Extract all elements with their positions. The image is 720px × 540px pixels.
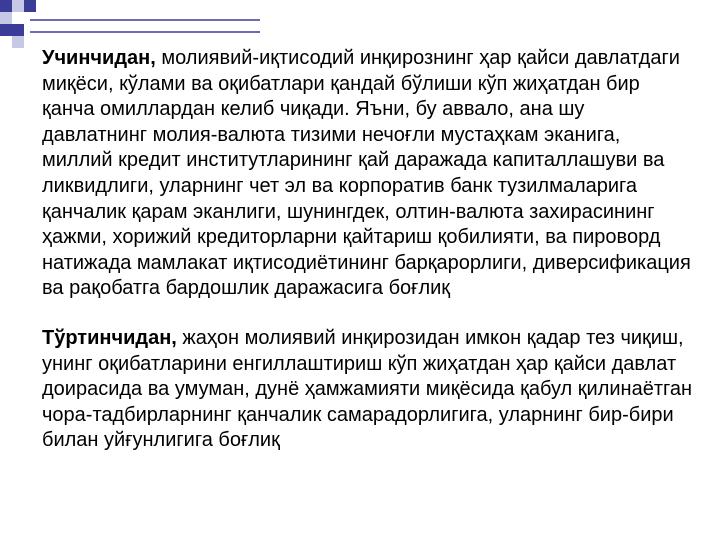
deco-square bbox=[0, 24, 12, 36]
paragraph-body: жаҳон молиявий инқирозидан имкон қадар тез чиқиш, унинг оқибатларини енгиллаштириш кўп жиҳатдан ҳар қайси давлат доирасида ва умуман, дунё ҳамжамияти миқёсида қабул қилинаётган чора-тадбирларнинг қанчалик самарадорлигига, уларнинг бир-бири билан уйғунлигига боғлиқ bbox=[42, 326, 693, 452]
deco-square bbox=[12, 24, 24, 36]
deco-square bbox=[12, 36, 24, 48]
slide-content bbox=[42, 46, 692, 454]
deco-square bbox=[0, 0, 12, 12]
paragraph-lead: Тўртинчидан, bbox=[42, 326, 177, 349]
deco-square bbox=[12, 0, 24, 12]
deco-square bbox=[0, 12, 12, 24]
paragraph-lead: Учинчидан, bbox=[42, 47, 156, 69]
paragraph-body: молиявий-иқтисодий инқирознинг ҳар қайси давлатдаги миқёси, кўлами ва оқибатлари қандай бўлиши кўп жиҳатдан бир қанча омиллардан келиб чиқади. Яъни, бу аввало, ана шу давлатнинг молия-валюта тизими нечоғли мустаҳкам эканига, миллий кредит институтларининг қай даражада капиталлашуви ва ликвидлиги, уларнинг чет эл ва корпоратив банк тузилмаларига қанчалик қарам эканлиги, шунингдек, олтин-валюта захирасининг ҳажми, хорижий кредиторларни қайтариш қобилияти, ва пироворд натижада мамлакат иқтисодиётининг барқарорлиги, диверсификация ва рақобатга бардошлик даражасига боғлиқ bbox=[42, 47, 691, 300]
paragraph-fourth bbox=[42, 326, 692, 454]
deco-square bbox=[24, 0, 36, 12]
paragraph-third bbox=[42, 46, 692, 302]
